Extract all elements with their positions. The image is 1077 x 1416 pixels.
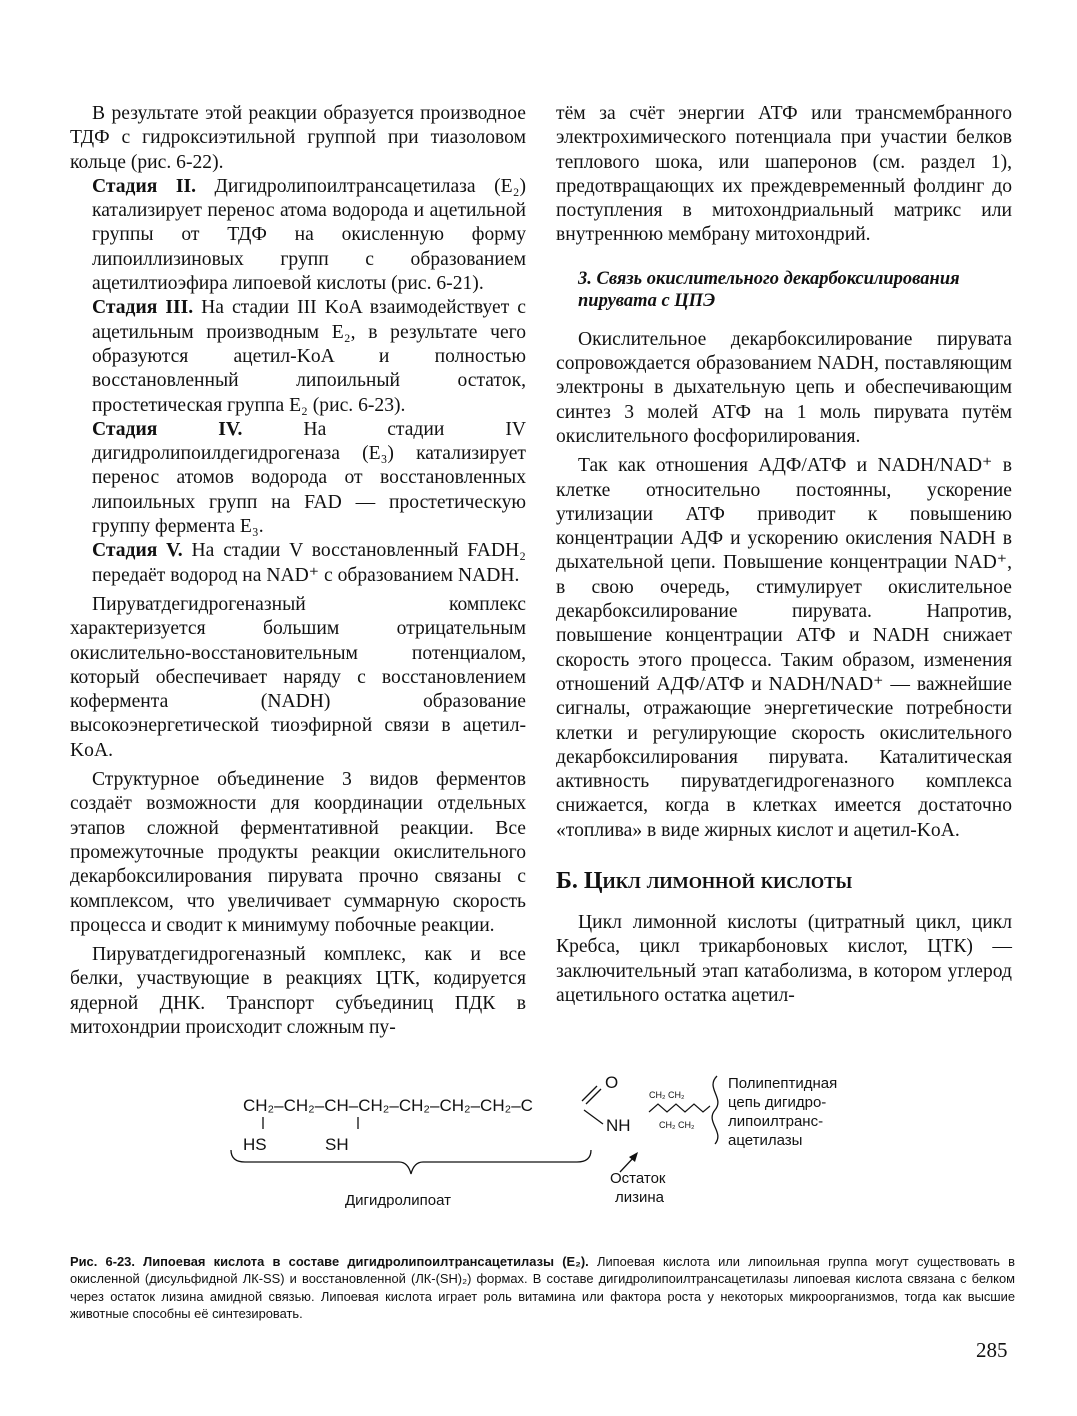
stage-label: Стадия V. <box>92 540 183 562</box>
figure-caption <box>70 1253 1015 1323</box>
caption-text: Липоевая кислота или липоильная группа могут существовать в окисленной (дисульфидной ЛК-SS) и восстановленной (ЛК-(SH)₂) формах. В составе дигидролипоилтрансацетилазы липоевая кислота связана с белком через остаток лизина амидной связью. Липоевая кислота играет роль витамина или фактора роста у некоторых микроорганизмов, тогда как высшие животные способны её синтезировать. <box>70 1253 1016 1322</box>
carbonyl-bond <box>586 1089 601 1104</box>
stage-text: На стадии V восстановленный FADH₂ передаёт водород на NAD⁺ с образованием NADH. <box>92 540 526 586</box>
stage-text: На стадии IV дигидролипоилдегидрогеназа (E₃) катализирует перенос атомов водорода от восстановленных липоильных групп на FAD — простетическую группу фермента E₃. <box>92 418 526 538</box>
paragraph: Цикл лимонной кислоты (цитратный цикл, цикл Кребса, цикл трикарбоновых кислот, ЦТК) — заключительный этап катаболизма, в котором углерод ацетильного остатка ацетил- <box>556 912 1012 1006</box>
paragraph: Пируватдегидрогеназный комплекс, как и все белки, участвующие в реакциях ЦТК, кодируется ядерной ДНК. Транспорт субъединиц ПДК в митохондрии происходит сложным пу- <box>70 944 526 1038</box>
protein-label: цепь дигидро- <box>728 1094 827 1111</box>
stage-label: Стадия II. <box>92 175 197 197</box>
stage-text: На стадии III KoA взаимодействует с ацетильным производным E₂, в результате чего образуются ацетил-KoA и полностью восстановленный липоильный остаток, простетическая группа E₂ (рис. 6-23). <box>92 297 526 416</box>
amide-bond <box>584 1110 603 1124</box>
paragraph: Окислительное декарбоксилирование пирувата сопровождается образованием NADH, поставляющим электроны в дыхательную цепь и обеспечивающим синтез 3 молей АТФ на 1 моль пирувата путём окислительного фосфорилирования. <box>556 328 1012 447</box>
stage-label: Стадия IV. <box>92 418 243 440</box>
protein-label: ацетилазы <box>728 1132 803 1149</box>
stage-3 <box>92 296 526 417</box>
paragraph: Пируватдегидрогеназный комплекс характеризуется большим отрицательным окислительно-восстановительным потенциалом, который обеспечивает наряду с восстановлением кофермента (NADH) образование высокоэнергетической тиоэфирной связи в ацетил-KoA. <box>70 593 526 761</box>
stage-label: Стадия III. <box>92 297 194 319</box>
lysine-label: лизина <box>615 1189 665 1206</box>
lysine-zigzag <box>649 1104 710 1112</box>
subsection-heading: 3. Связь окислительного декарбоксилирования пирувата с ЦПЭ <box>578 268 960 311</box>
nh-label: NH <box>606 1116 631 1135</box>
dihydrolipoate-brace <box>231 1150 591 1174</box>
lysine-label: Остаток <box>610 1170 666 1187</box>
protein-label: Полипептидная <box>728 1075 838 1092</box>
paragraph: Структурное объединение 3 видов ферментов создаёт возможности для координации отдельных этапов сложной ферментативной реакции. Все промежуточные продукты реакции окислительного декарбоксилирования пирувата прочно связаны с комплексом, что увеличивает суммарную скорость процесса и сводит к минимуму побочные реакции. <box>70 769 526 936</box>
paragraph: тём за счёт энергии АТФ или трансмембранного электрохимического потенциала при участии белков теплового шока, или шаперонов (см. раздел 1), предотвращающих их преждевременный фолдинг до поступления в митохондриальный матрикс или внутреннюю мембрану митохондрий. <box>556 103 1012 246</box>
caption-title: Рис. 6-23. Липоевая кислота в составе дигидролипоилтрансацетилазы (E₂). <box>70 1253 589 1269</box>
section-heading <box>556 867 1012 895</box>
stage-2 <box>92 175 526 296</box>
section-letter: Б. <box>556 868 584 895</box>
stage-5 <box>92 539 526 588</box>
page-number: 285 <box>976 1338 1008 1362</box>
lysine-ch2-top: CH₂ CH₂ <box>649 1090 685 1100</box>
sh-label: SH <box>325 1135 349 1154</box>
lipoamide-structure-figure <box>225 1066 885 1216</box>
right-column <box>556 102 1012 1008</box>
paragraph: Так как отношения АДФ/АТФ и NADH/NAD⁺ в клетке относительно постоянны, ускорение утилизации АТФ приводит к повышению концентрации АДФ и ускорению окисления NADH в дыхательной цепи. Повышение концентрации NAD⁺, в свою очередь, стимулирует окислительное декарбоксилирование пирувата. Напротив, повышение концентрации АТФ и NADH снижает скорость этого процесса. Таким образом, изменения отношений АДФ/АТФ и NADH/NAD⁺ — важнейшие сигналы, отражающие энергетические потребности клетки и регулирующие скорость окислительного декарбоксилирования пирувата. Каталитическая активность пируватдегидрогеназного комплекса снижается, когда в клетках имеется достаточно «топлива» в виде жирных кислот и ацетил-KoA. <box>556 455 1012 841</box>
stage-4 <box>92 418 526 539</box>
stage-text: Дигидролипоилтрансацетилаза (E₂) катализирует перенос атома водорода и ацетильной группы от ТДФ на окисленную форму липоиллизиновых групп с образованием ацетилтиоэфира липоевой кислоты (рис. 6-21). <box>92 175 526 295</box>
dihydrolipoate-label: Дигидролипоат <box>345 1192 451 1209</box>
hs-label: HS <box>243 1135 267 1154</box>
lysine-ch2-bottom: CH₂ CH₂ <box>659 1120 695 1130</box>
section-title: Цикл лимонной кислоты <box>583 868 853 895</box>
paragraph: В результате этой реакции образуется производное ТДФ с гидроксиэтильной группой при тиазоловом кольце (рис. 6-22). <box>70 103 526 173</box>
wavy-bond <box>712 1076 718 1144</box>
oxygen-label: O <box>605 1073 619 1092</box>
left-column <box>70 102 526 1040</box>
protein-label: липоилтранс- <box>728 1113 824 1130</box>
carbonyl-bond <box>582 1086 597 1101</box>
carbon-chain: CH₂–CH₂–CH–CH₂–CH₂–CH₂–CH₂–C <box>243 1096 533 1115</box>
